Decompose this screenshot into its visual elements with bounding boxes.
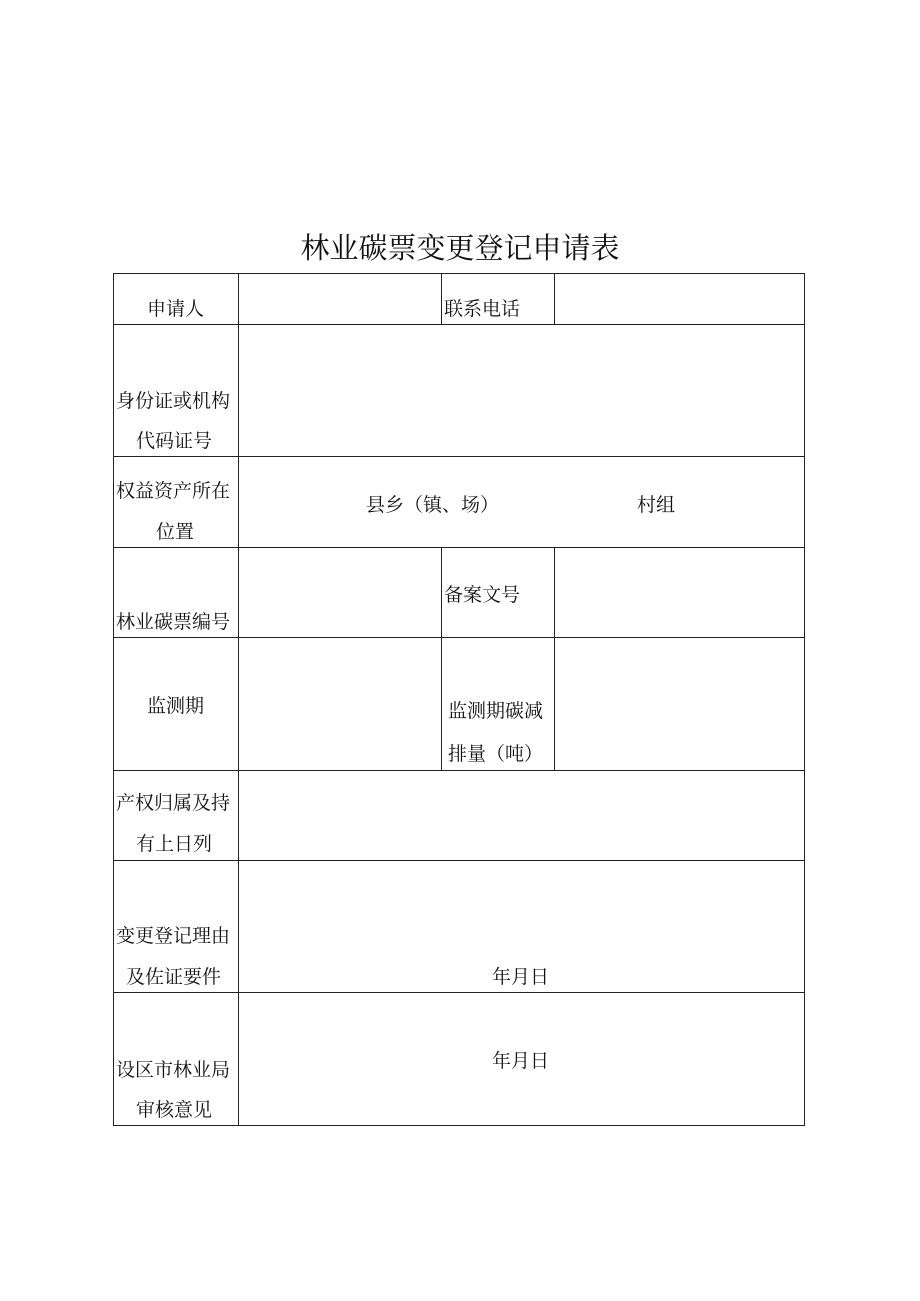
table-border-left — [113, 273, 114, 1126]
applicant-label: 申请人 — [147, 298, 205, 320]
location-county-text: 县乡（镇、场） — [366, 494, 500, 516]
location-village-text: 村组 — [637, 494, 676, 516]
column-divider — [441, 547, 442, 637]
emission-reduction-label-line2: 排量（吨） — [448, 743, 544, 765]
change-reason-date: 年月日 — [492, 966, 550, 988]
page-title: 林业碳票变更登记申请表 — [300, 231, 620, 265]
table-border-bottom — [113, 1125, 805, 1126]
monitoring-period-input[interactable] — [239, 638, 441, 770]
review-opinion-date: 年月日 — [492, 1050, 550, 1072]
phone-label: 联系电话 — [444, 298, 521, 320]
emission-reduction-label-line1: 监测期碳减 — [448, 700, 544, 722]
change-reason-label-line1: 变更登记理由 — [116, 925, 231, 947]
phone-input[interactable] — [555, 274, 804, 324]
filing-number-input[interactable] — [555, 548, 804, 637]
review-opinion-label-line1: 设区市林业局 — [116, 1059, 231, 1081]
ownership-label-line2: 有上日列 — [136, 833, 213, 855]
ownership-label-line1: 产权归属及持 — [116, 792, 231, 814]
monitoring-period-label: 监测期 — [147, 695, 205, 717]
change-reason-label-line2: 及佐证要件 — [126, 966, 222, 988]
column-divider — [441, 273, 442, 324]
id-number-label-line2: 代码证号 — [136, 430, 213, 452]
row-divider — [113, 456, 805, 457]
application-form-table — [113, 273, 805, 1126]
emission-reduction-input[interactable] — [555, 638, 804, 770]
table-border-right — [804, 273, 805, 1126]
column-divider — [441, 637, 442, 770]
review-opinion-label-line2: 审核意见 — [136, 1099, 213, 1121]
carbon-ticket-number-label: 林业碳票编号 — [116, 611, 231, 633]
carbon-ticket-number-input[interactable] — [239, 548, 441, 637]
filing-number-label: 备案文号 — [444, 584, 521, 606]
id-number-input[interactable] — [239, 325, 804, 456]
location-label-line2: 位置 — [156, 521, 195, 543]
ownership-input[interactable] — [239, 771, 804, 860]
applicant-input[interactable] — [239, 274, 441, 324]
id-number-label-line1: 身份证或机构 — [116, 390, 231, 412]
location-label-line1: 权益资产所在 — [116, 480, 231, 502]
